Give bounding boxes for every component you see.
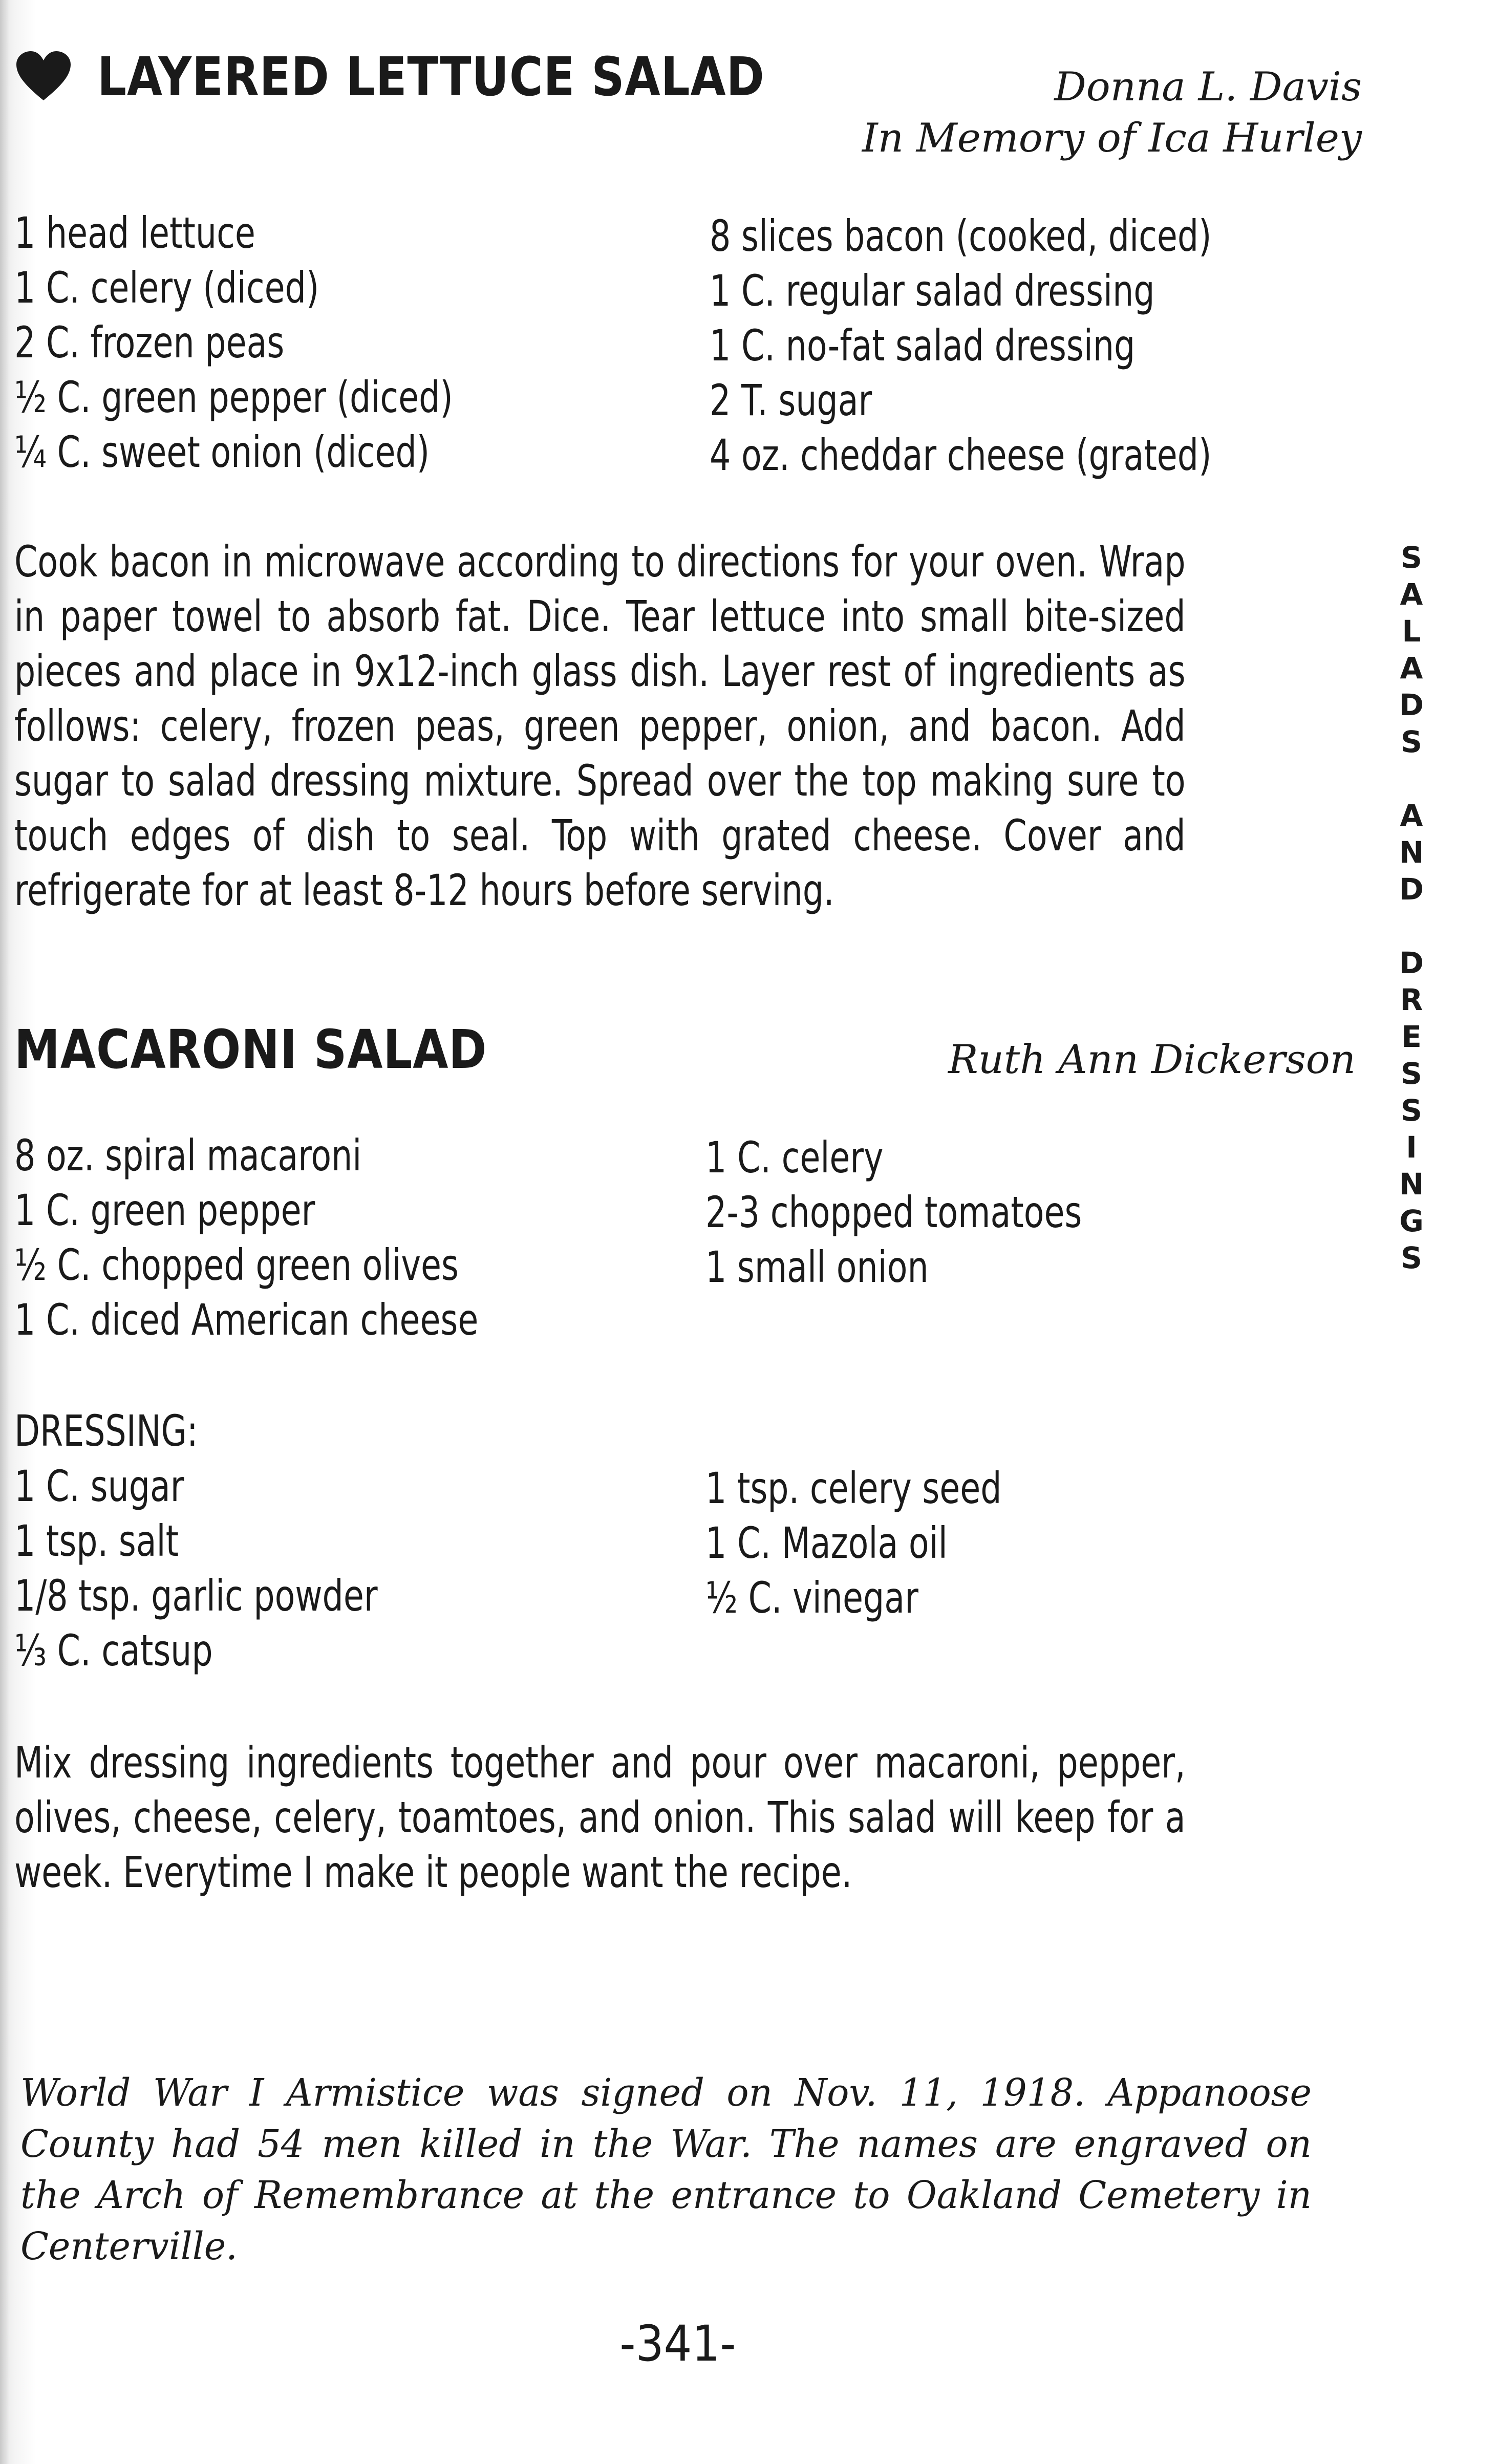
section-tab-letter: D xyxy=(1399,688,1424,722)
ingredient: 2 T. sugar xyxy=(710,375,872,425)
ingredient-list-left xyxy=(14,1128,478,1347)
section-tab-letter: R xyxy=(1400,982,1423,1017)
ingredient: 2-3 chopped tomatoes xyxy=(705,1187,1082,1237)
recipe-directions: Cook bacon in microwave according to directions for your oven. Wrap in paper towel to absorb fat. Dice. Tear lettuce into small bite-sized pieces and place in 9x12-inch glass dish. Layer rest of ingredients as follows: celery, frozen peas, green pepper, onion, and bacon. Add sugar to salad dressing mixture. Spread over the top making sure to touch edges of dish to seal. Top with grated cheese. Cover and refrigerate for at least 8-12 hours before serving. xyxy=(14,537,1186,915)
ingredient: 1 C. green pepper xyxy=(14,1185,315,1235)
ingredient: 1 C. regular salad dressing xyxy=(710,266,1155,316)
ingredient: 4 oz. cheddar cheese (grated) xyxy=(710,430,1212,480)
ingredient-list-right xyxy=(705,1130,1082,1295)
section-tab-letter: S xyxy=(1401,1056,1422,1091)
ingredient: 1 C. Mazola oil xyxy=(705,1518,948,1568)
binding-edge xyxy=(0,0,9,2464)
credit-author: Donna L. Davis xyxy=(1054,64,1362,110)
section-tab-letter: S xyxy=(1401,724,1422,759)
ingredient: 2 C. frozen peas xyxy=(14,317,285,368)
ingredient: 8 slices bacon (cooked, diced) xyxy=(710,211,1212,261)
ingredient: 1 tsp. salt xyxy=(14,1516,179,1566)
section-tab-letter: N xyxy=(1399,1167,1424,1202)
ingredient: ½ C. chopped green olives xyxy=(14,1240,459,1290)
section-tab-spacer xyxy=(1388,911,1434,948)
ingredient: 1 small onion xyxy=(705,1242,929,1292)
ingredient: ¼ C. sweet onion (diced) xyxy=(14,427,430,477)
ingredient: 1/8 tsp. garlic powder xyxy=(14,1571,378,1621)
section-tab-letter: D xyxy=(1399,946,1424,980)
section-tab-spacer xyxy=(1388,764,1434,801)
recipe-title: LAYERED LETTUCE SALAD xyxy=(97,46,765,108)
recipe-title: MACARONI SALAD xyxy=(14,1018,487,1081)
page-number: -341- xyxy=(619,2315,736,2372)
dressing-list-left xyxy=(14,1459,378,1678)
credit-dedication: In Memory of Ica Hurley xyxy=(862,115,1362,161)
section-tab-letter: G xyxy=(1399,1204,1424,1238)
dressing-list-right xyxy=(705,1461,1002,1625)
ingredient: 8 oz. spiral macaroni xyxy=(14,1130,362,1181)
ingredient: 1 C. celery xyxy=(705,1132,884,1183)
recipe-credit xyxy=(862,61,1362,164)
section-tab-letter: N xyxy=(1399,835,1424,870)
ingredient: ½ C. green pepper (diced) xyxy=(14,372,453,422)
history-footnote: World War I Armistice was signed on Nov. 11, 1918. Appanoose County had 54 men killed in the War. The names are engraved on the Arch of Remembrance at the entrance to Oakland Cemetery in Centerville. xyxy=(20,2071,1312,2268)
section-tab-letter: D xyxy=(1399,872,1424,907)
ingredient: 1 tsp. celery seed xyxy=(705,1463,1002,1513)
ingredient: 1 head lettuce xyxy=(14,208,255,258)
section-tab-letter: S xyxy=(1401,540,1422,575)
ingredient-list-right xyxy=(710,209,1212,483)
recipe-credit xyxy=(948,1034,1356,1085)
ingredient: 1 C. diced American cheese xyxy=(14,1295,479,1345)
ingredient: ½ C. vinegar xyxy=(705,1573,918,1623)
ingredient: 1 C. sugar xyxy=(14,1461,184,1511)
heart-icon xyxy=(15,51,72,102)
ingredient: ⅓ C. catsup xyxy=(14,1625,213,1676)
section-tab-letter: A xyxy=(1400,577,1423,612)
section-tab-letter: A xyxy=(1400,651,1423,685)
ingredient: 1 C. no-fat salad dressing xyxy=(710,320,1136,371)
credit-author: Ruth Ann Dickerson xyxy=(948,1037,1356,1083)
section-tab-letter: S xyxy=(1401,1240,1422,1275)
section-tab xyxy=(1388,540,1434,1280)
recipe-directions: Mix dressing ingredients together and pour over macaroni, pepper, olives, cheese, celery, toamtoes, and onion. This salad will keep for a week. Everytime I make it people want the recipe. xyxy=(14,1738,1186,1897)
section-tab-letter: E xyxy=(1401,1019,1422,1054)
ingredient-list-left xyxy=(14,206,453,480)
ingredient: 1 C. celery (diced) xyxy=(14,263,319,313)
section-tab-letter: A xyxy=(1400,798,1423,833)
section-tab-letter: L xyxy=(1402,614,1421,649)
dressing-label: DRESSING: xyxy=(14,1406,198,1456)
section-tab-letter: I xyxy=(1406,1130,1417,1165)
section-tab-letter: S xyxy=(1401,1093,1422,1128)
